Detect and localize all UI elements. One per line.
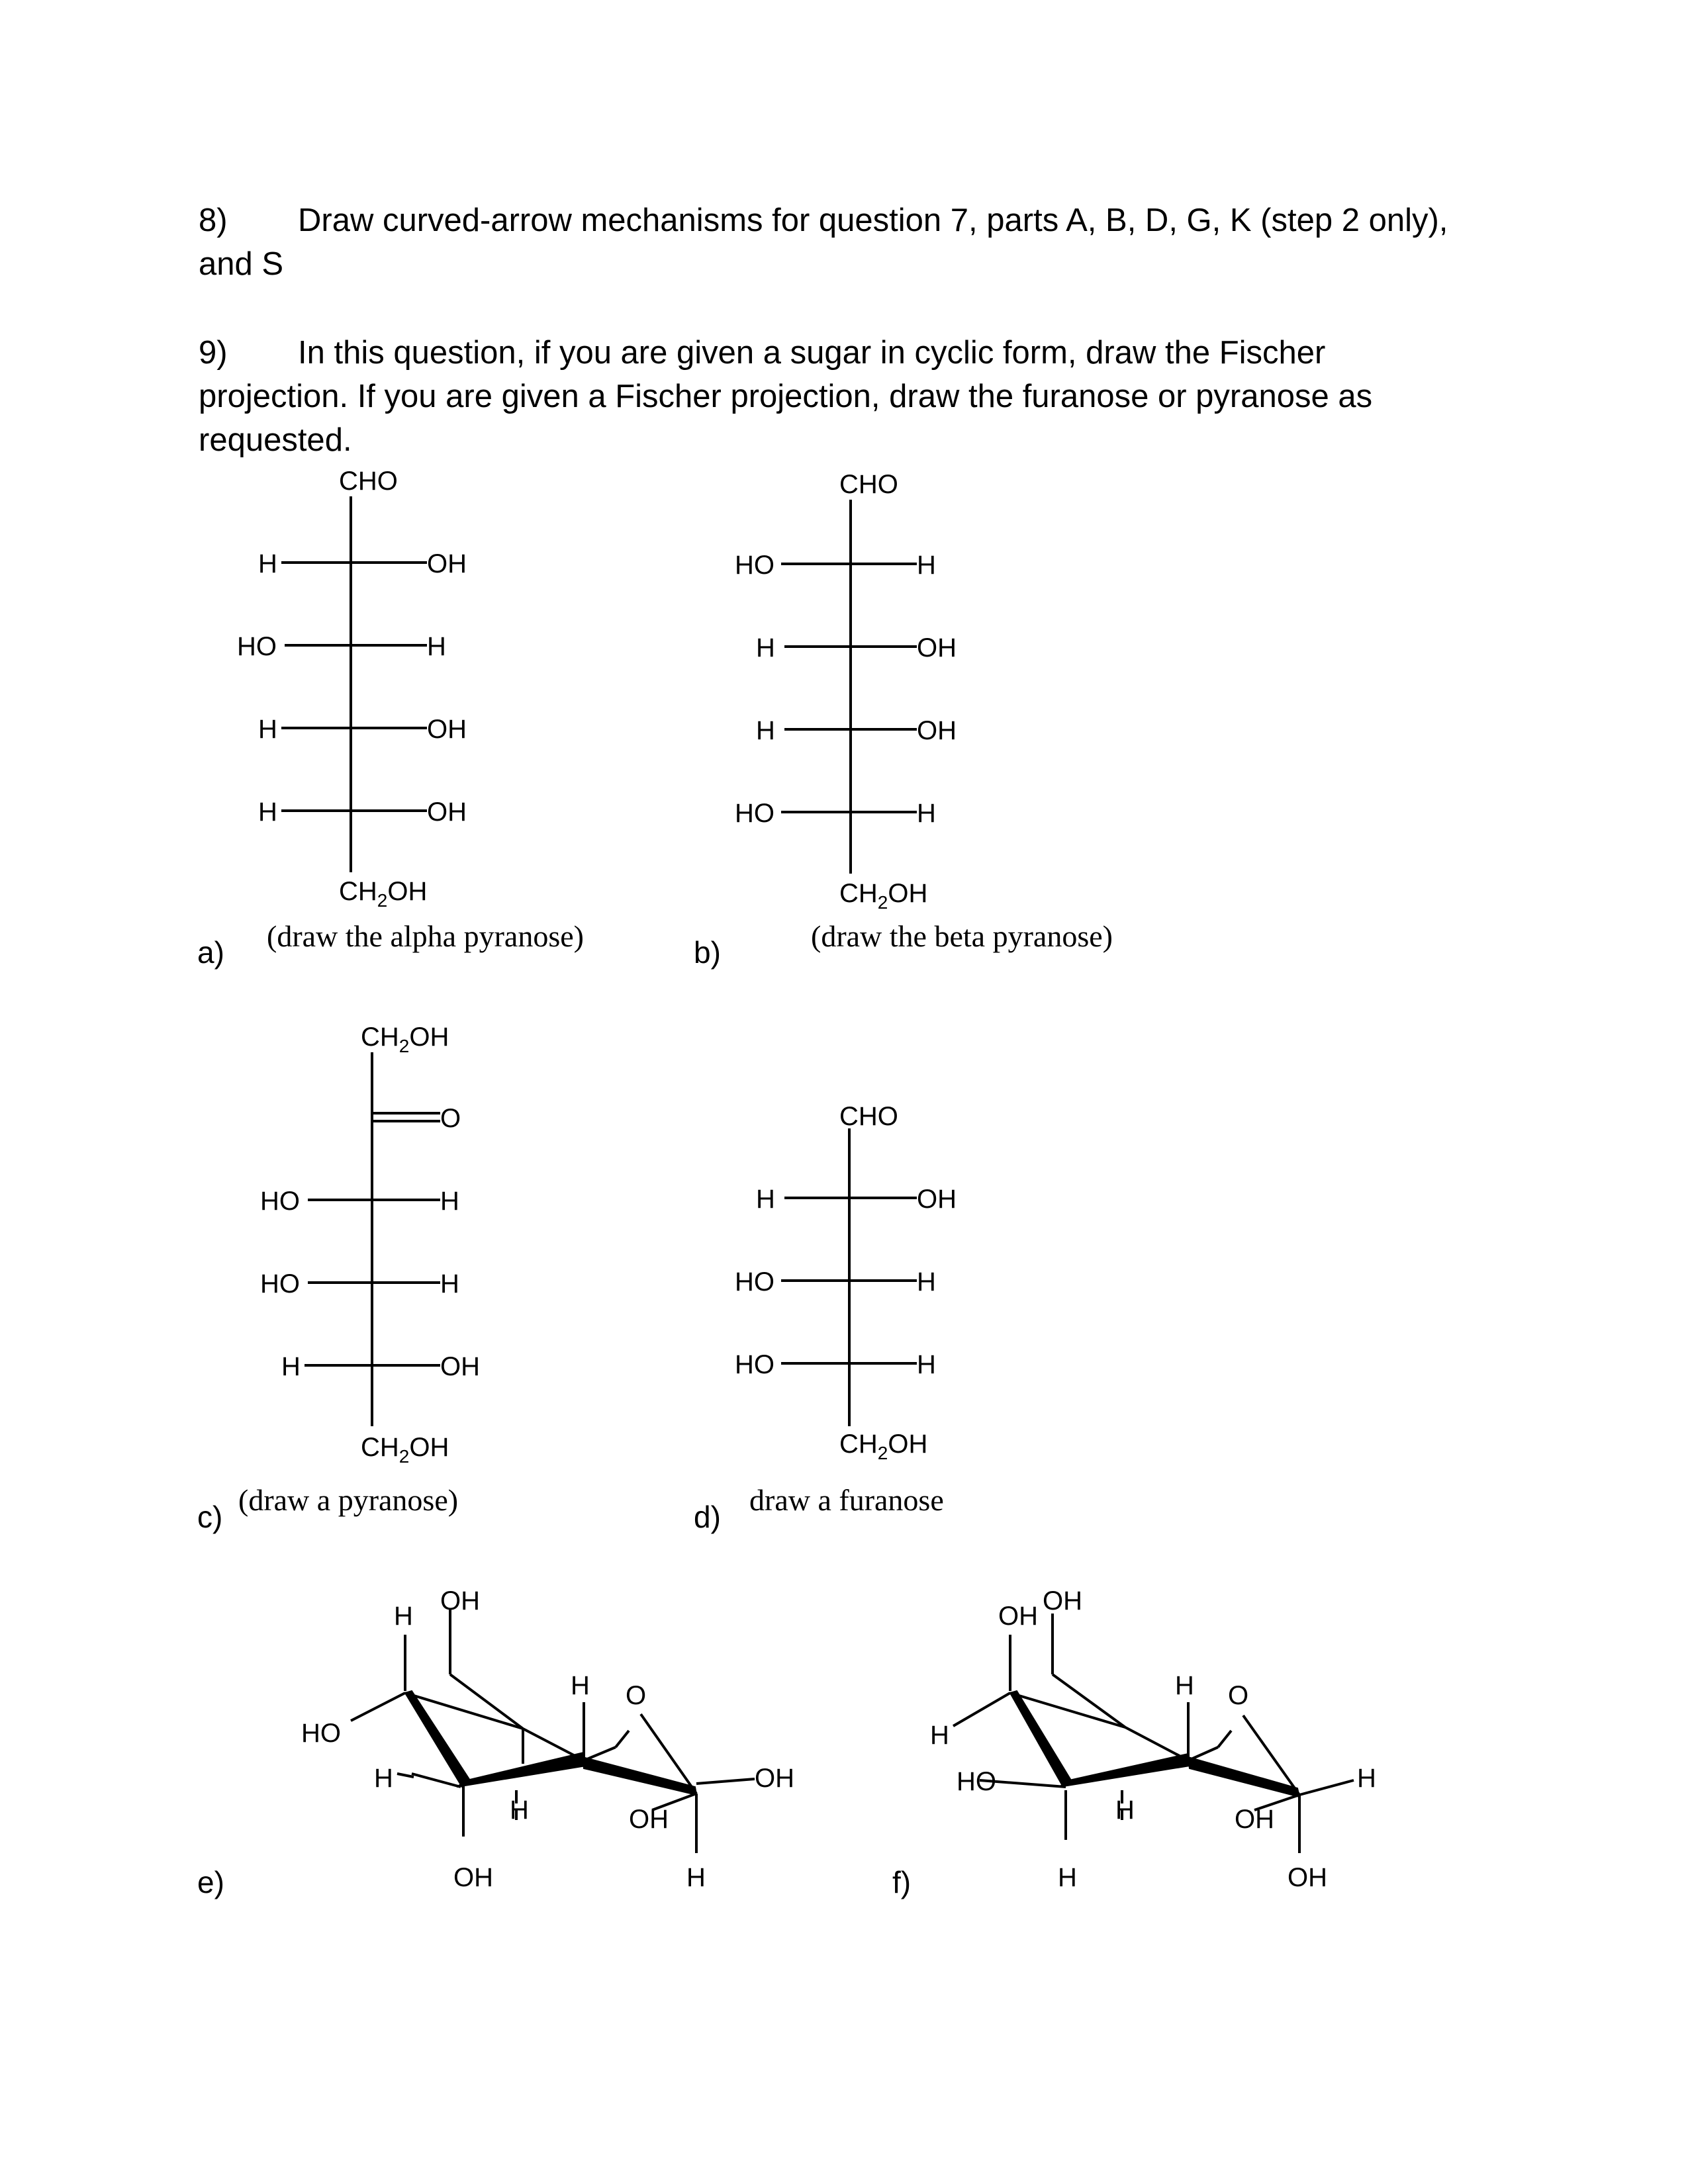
a-row3-left: H — [258, 715, 277, 744]
c-row3-left: H — [281, 1352, 301, 1381]
f-oh-bottom: OH — [1288, 1863, 1327, 1892]
f-ring-o: O — [1228, 1681, 1249, 1710]
d-row2-left: HO — [735, 1267, 774, 1297]
d-row2-right: H — [917, 1267, 936, 1297]
f-h-right: H — [1357, 1764, 1376, 1793]
d-row1-left: H — [756, 1185, 775, 1214]
question-9-continuation-2: requested. — [199, 422, 352, 458]
a-row1-right: OH — [427, 549, 467, 578]
d-instruction: draw a furanose — [749, 1483, 944, 1517]
c-row2-left: HO — [260, 1269, 300, 1298]
c-row1-left: HO — [260, 1187, 300, 1216]
f-ring-h: H — [1175, 1671, 1194, 1700]
f-oh-inner: OH — [1235, 1805, 1274, 1834]
c-row2-right: H — [440, 1269, 459, 1298]
e-top-h: H — [394, 1602, 413, 1631]
b-row1-right: H — [917, 551, 936, 580]
c-label: c) — [197, 1500, 223, 1534]
b-row2-right: OH — [917, 633, 957, 662]
f-label: f) — [892, 1865, 912, 1899]
question-8-text: Draw curved-arrow mechanisms for question 7, parts A, B, D, G, K (step 2 only), — [298, 203, 1448, 238]
b-top-group: CHO — [839, 470, 898, 499]
b-row4-right: H — [917, 799, 936, 828]
question-8-continuation: and S — [199, 246, 284, 282]
c-instruction: (draw a pyranose) — [238, 1483, 459, 1517]
e-oh-bottom: OH — [453, 1863, 493, 1892]
b-label: b) — [694, 935, 721, 970]
d-top-group: CHO — [839, 1102, 898, 1131]
b-row3-right: OH — [917, 716, 957, 745]
e-h-mid: H — [510, 1796, 529, 1825]
c-row1-right: H — [440, 1187, 459, 1216]
a-top-group: CHO — [339, 467, 398, 496]
c-carbonyl-oxygen: O — [440, 1104, 461, 1133]
f-top-oh-1: OH — [998, 1602, 1038, 1631]
question-9-number: 9) — [199, 335, 228, 371]
f-ho: HO — [957, 1767, 996, 1796]
question-9-continuation-1: projection. If you are given a Fischer projection, draw the furanose or pyranose as — [199, 379, 1373, 414]
b-bottom-group: $CH_2OH$ — [839, 879, 928, 913]
b-row2-left: H — [756, 633, 775, 662]
a-bottom-group: $CH_2OH$ — [339, 877, 428, 911]
f-top-oh-2: OH — [1043, 1586, 1082, 1615]
e-oh-inner: OH — [629, 1805, 669, 1834]
b-row3-left: H — [756, 716, 775, 745]
a-row3-right: OH — [427, 715, 467, 744]
question-9-text: In this question, if you are given a sugar in cyclic form, draw the Fischer — [298, 335, 1326, 371]
f-h-left: H — [930, 1721, 949, 1750]
a-row1-left: H — [258, 549, 277, 578]
a-label: a) — [197, 935, 224, 970]
b-row1-left: HO — [735, 551, 774, 580]
d-row3-left: HO — [735, 1350, 774, 1379]
a-instruction: (draw the alpha pyranose) — [267, 919, 584, 953]
f-h-bottom: H — [1058, 1863, 1077, 1892]
e-h-left: H — [374, 1764, 393, 1793]
e-ring-o: O — [626, 1681, 647, 1710]
b-instruction: (draw the beta pyranose) — [811, 919, 1113, 953]
c-top-group: $CH_2OH$ — [361, 1023, 449, 1056]
c-row3-right: OH — [440, 1352, 480, 1381]
question-8-number: 8) — [199, 203, 228, 238]
e-ho: HO — [301, 1719, 341, 1748]
a-row4-left: H — [258, 797, 277, 827]
a-row2-left: HO — [237, 632, 277, 661]
e-h-bottom: H — [686, 1863, 706, 1892]
e-top-oh: OH — [440, 1586, 480, 1615]
d-row1-right: OH — [917, 1185, 957, 1214]
b-row4-left: HO — [735, 799, 774, 828]
e-label: e) — [197, 1865, 224, 1899]
f-h-mid: H — [1115, 1796, 1135, 1825]
a-row2-right: H — [427, 632, 446, 661]
d-label: d) — [694, 1500, 721, 1534]
c-bottom-group: $CH_2OH$ — [361, 1433, 449, 1467]
e-oh-right: OH — [755, 1764, 794, 1793]
d-row3-right: H — [917, 1350, 936, 1379]
d-bottom-group: $CH_2OH$ — [839, 1430, 928, 1463]
a-row4-right: OH — [427, 797, 467, 827]
e-ring-h: H — [571, 1671, 590, 1700]
